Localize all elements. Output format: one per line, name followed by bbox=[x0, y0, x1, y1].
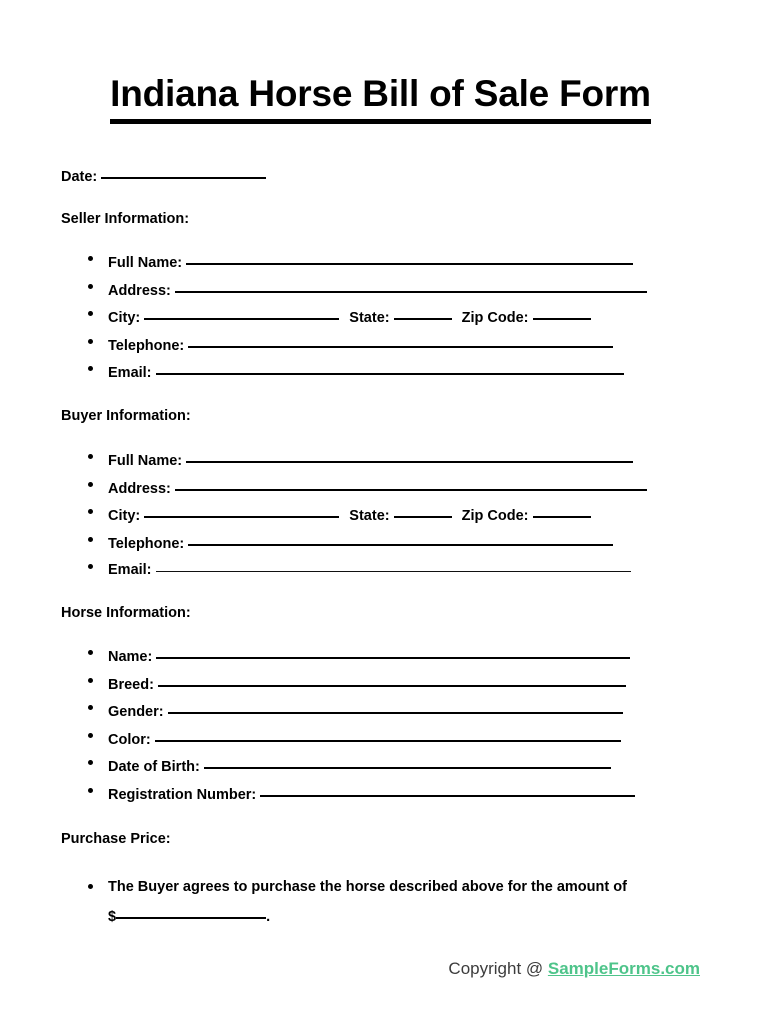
buyer-city-group bbox=[108, 504, 591, 526]
bullet-icon bbox=[88, 339, 93, 344]
buyer-zip-blank[interactable] bbox=[533, 504, 591, 518]
purchase-price-amount-group bbox=[108, 902, 270, 932]
bullet-icon bbox=[88, 509, 93, 514]
page-title: Indiana Horse Bill of Sale Form bbox=[110, 72, 651, 124]
purchase-price-statement: The Buyer agrees to purchase the horse described above for the amount of bbox=[108, 879, 627, 895]
bullet-icon bbox=[88, 884, 93, 889]
seller-telephone-label-group bbox=[108, 334, 613, 356]
bullet-icon bbox=[88, 705, 93, 710]
purchase-price-section-heading: Purchase Price: bbox=[61, 831, 171, 847]
buyer-full-name-row bbox=[61, 449, 701, 477]
horse-field-list bbox=[61, 645, 701, 810]
horse-date-of-birth-blank[interactable] bbox=[204, 755, 611, 769]
seller-city-group bbox=[108, 306, 591, 328]
footer-copyright bbox=[0, 958, 700, 980]
date-blank[interactable] bbox=[101, 165, 266, 179]
buyer-telephone-row bbox=[61, 532, 701, 560]
date-field-row bbox=[61, 165, 266, 186]
horse-name-blank[interactable] bbox=[156, 645, 630, 659]
seller-field-list bbox=[61, 251, 701, 389]
bullet-icon bbox=[88, 311, 93, 316]
horse-gender-row bbox=[61, 700, 701, 728]
buyer-address-blank[interactable] bbox=[175, 477, 647, 491]
horse-breed-label: Breed: bbox=[108, 676, 154, 693]
currency-symbol: $ bbox=[108, 909, 117, 925]
bullet-icon bbox=[88, 482, 93, 487]
buyer-email-row bbox=[61, 559, 701, 587]
horse-registration-number-label-group bbox=[108, 783, 635, 805]
buyer-address-row bbox=[61, 477, 701, 505]
bullet-icon bbox=[88, 564, 93, 569]
buyer-email-label-group bbox=[108, 559, 631, 580]
bullet-icon bbox=[88, 678, 93, 683]
seller-full-name-row bbox=[61, 251, 701, 279]
buyer-state-label: State: bbox=[349, 508, 390, 524]
horse-gender-blank[interactable] bbox=[168, 700, 623, 714]
horse-color-label-group bbox=[108, 728, 621, 750]
horse-date-of-birth-label: Date of Birth: bbox=[108, 759, 200, 775]
buyer-city-blank[interactable] bbox=[144, 504, 339, 518]
horse-section-heading: Horse Information: bbox=[61, 605, 191, 621]
page-title-container bbox=[0, 72, 761, 124]
seller-city-label: City: bbox=[108, 310, 141, 326]
buyer-telephone-blank[interactable] bbox=[188, 532, 613, 546]
buyer-field-list bbox=[61, 449, 701, 587]
buyer-state-blank[interactable] bbox=[394, 504, 452, 518]
horse-color-label: Color: bbox=[108, 731, 151, 748]
buyer-address-label: Address: bbox=[108, 480, 171, 497]
seller-full-name-label: Full Name: bbox=[108, 255, 183, 271]
buyer-full-name-label-group bbox=[108, 449, 633, 471]
copyright-text: Copyright @ bbox=[448, 959, 548, 978]
buyer-email-blank[interactable] bbox=[156, 559, 631, 572]
horse-date-of-birth-row bbox=[61, 755, 701, 783]
seller-address-label: Address: bbox=[108, 282, 171, 299]
purchase-price-blank[interactable] bbox=[116, 905, 266, 919]
seller-telephone-label: Telephone: bbox=[108, 337, 185, 354]
seller-telephone-row bbox=[61, 334, 701, 362]
seller-full-name-label-group bbox=[108, 251, 633, 273]
bullet-icon bbox=[88, 760, 93, 765]
bullet-icon bbox=[88, 650, 93, 655]
horse-name-label-group bbox=[108, 645, 630, 667]
purchase-price-period: . bbox=[266, 909, 271, 925]
seller-address-blank[interactable] bbox=[175, 279, 647, 293]
buyer-section-heading: Buyer Information: bbox=[61, 408, 191, 424]
bullet-icon bbox=[88, 256, 93, 261]
seller-full-name-blank[interactable] bbox=[186, 251, 633, 265]
buyer-city-label: City: bbox=[108, 508, 141, 524]
horse-gender-label: Gender: bbox=[108, 704, 164, 720]
buyer-telephone-label: Telephone: bbox=[108, 535, 185, 552]
seller-city-state-zip-row bbox=[61, 306, 701, 334]
seller-address-row bbox=[61, 279, 701, 307]
horse-color-row bbox=[61, 728, 701, 756]
bullet-icon bbox=[88, 733, 93, 738]
buyer-telephone-label-group bbox=[108, 532, 613, 554]
date-label: Date: bbox=[61, 169, 98, 185]
horse-registration-number-label: Registration Number: bbox=[108, 786, 257, 803]
seller-city-blank[interactable] bbox=[144, 306, 339, 320]
buyer-city-state-zip-row bbox=[61, 504, 701, 532]
seller-section-heading: Seller Information: bbox=[61, 211, 190, 227]
horse-registration-number-row bbox=[61, 783, 701, 811]
buyer-full-name-blank[interactable] bbox=[186, 449, 633, 463]
bullet-icon bbox=[88, 788, 93, 793]
bullet-icon bbox=[88, 366, 93, 371]
horse-breed-blank[interactable] bbox=[158, 673, 626, 687]
buyer-full-name-label: Full Name: bbox=[108, 453, 183, 469]
seller-address-label-group bbox=[108, 279, 647, 301]
seller-zip-blank[interactable] bbox=[533, 306, 591, 320]
seller-email-row bbox=[61, 361, 701, 389]
seller-email-blank[interactable] bbox=[156, 361, 624, 375]
horse-breed-label-group bbox=[108, 673, 626, 695]
horse-date-of-birth-label-group bbox=[108, 755, 611, 777]
seller-email-label: Email: bbox=[108, 365, 152, 381]
horse-registration-number-blank[interactable] bbox=[260, 783, 635, 797]
bullet-icon bbox=[88, 284, 93, 289]
buyer-email-label: Email: bbox=[108, 562, 152, 578]
bullet-icon bbox=[88, 537, 93, 542]
seller-email-label-group bbox=[108, 361, 624, 383]
seller-telephone-blank[interactable] bbox=[188, 334, 613, 348]
seller-state-label: State: bbox=[349, 310, 390, 326]
horse-breed-row bbox=[61, 673, 701, 701]
buyer-address-label-group bbox=[108, 477, 647, 499]
seller-state-blank[interactable] bbox=[394, 306, 452, 320]
horse-name-label: Name: bbox=[108, 649, 153, 665]
buyer-zip-label: Zip Code: bbox=[461, 508, 529, 524]
horse-gender-label-group bbox=[108, 700, 623, 722]
sampleforms-link[interactable]: SampleForms.com bbox=[547, 959, 700, 978]
horse-name-row bbox=[61, 645, 701, 673]
seller-zip-label: Zip Code: bbox=[461, 310, 529, 326]
bullet-icon bbox=[88, 454, 93, 459]
horse-color-blank[interactable] bbox=[155, 728, 621, 742]
